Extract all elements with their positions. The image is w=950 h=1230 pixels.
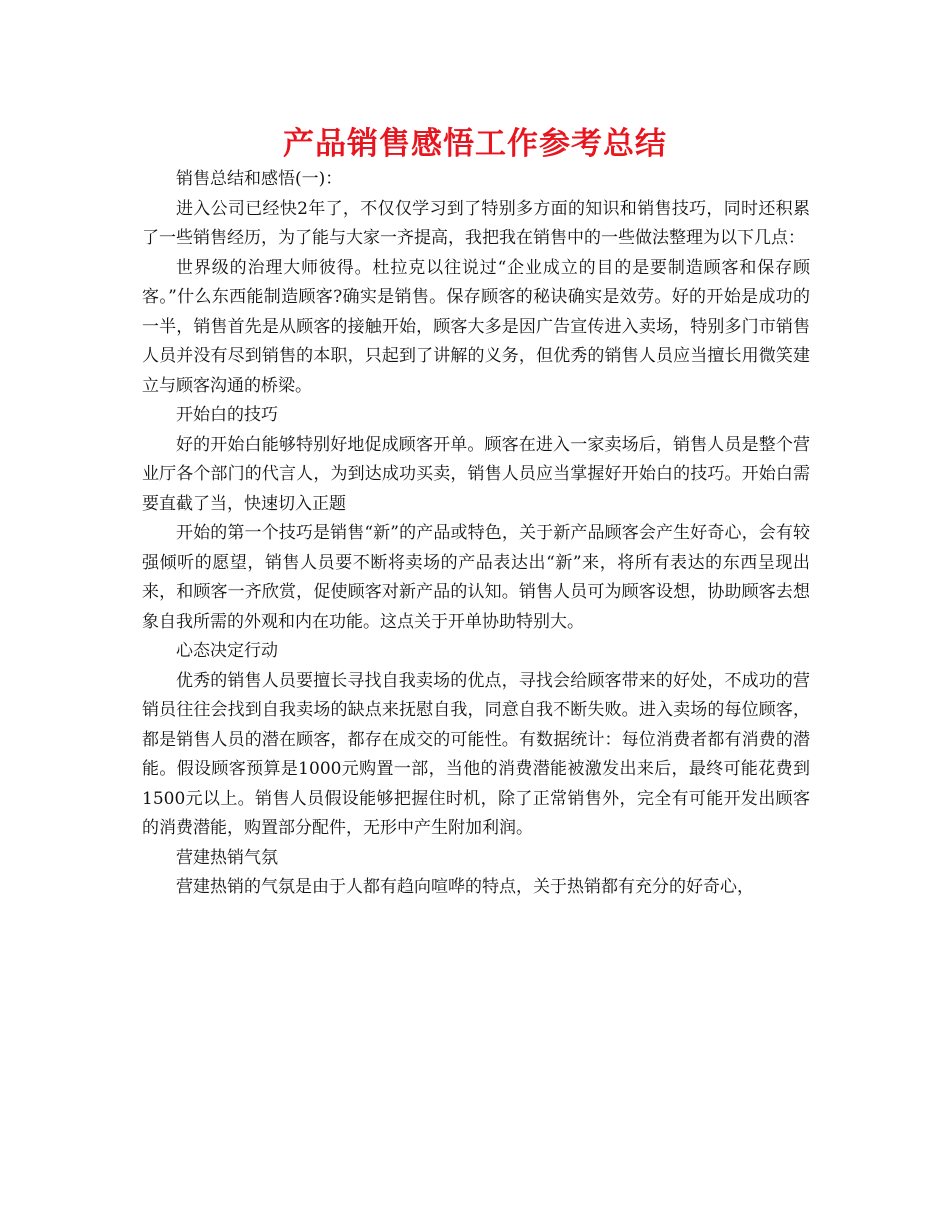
section-heading: 营建热销气氛: [176, 847, 278, 868]
document-title: 产品销售感悟工作参考总结: [283, 126, 667, 162]
paragraph: 开始的第一个技巧是销售“新”的产品或特色，关于新产品顾客会产生好奇心，会有较强倾听的愿望，销售人员要不断将卖场的产品表达出“新”来，将所有表达的东西呈现出来，和顾客一齐欣赏，促使顾客对新产品的认知。销售人员可为顾客设想，协助顾客去想象自我所需的外观和内在功能。这点关于开单协助特别大。: [142, 523, 810, 632]
section-heading: 开始白的技巧: [176, 405, 278, 425]
paragraph: 世界级的治理大师彼得。杜拉克以往说过“企业成立的目的是要制造顾客和保存顾客。”什么东西能制造顾客?确实是销售。保存顾客的秘诀确实是效劳。好的开始是成功的一半，销售首先是从顾客的接触开始，顾客大多是因广告宣传进入卖场，特别多门市销售人员并没有尽到销售的本职，只起到了讲解的义务，但优秀的销售人员应当擅长用微笑建立与顾客沟通的桥梁。: [142, 257, 810, 396]
paragraph: 进入公司已经快2年了，不仅仅学习到了特别多方面的知识和销售技巧，同时还积累了一些销售经历，为了能与大家一齐提高，我把我在销售中的一些做法整理为以下几点：: [142, 198, 810, 248]
paragraph: 好的开始白能够特别好地促成顾客开单。顾客在进入一家卖场后，销售人员是整个营业厅各个部门的代言人，为到达成功买卖，销售人员应当掌握好开始白的技巧。开始白需要直截了当，快速切入正题: [142, 434, 810, 514]
paragraph: 营建热销的气氛是由于人都有趋向喧哗的特点，关于热销都有充分的好奇心，: [176, 877, 754, 897]
section-heading: 心态决定行动: [176, 641, 278, 661]
document-body: [142, 165, 810, 903]
paragraph: 优秀的销售人员要擅长寻找自我卖场的优点，寻找会给顾客带来的好处，不成功的营销员往往会找到自我卖场的缺点来抚慰自我，同意自我不断失败。进入卖场的每位顾客，都是销售人员的潜在顾客，都存在成交的可能性。有数据统计：每位消费者都有消费的潜能。假设顾客预算是1000元购置一部，当他的消费潜能被激发出来后，最终可能花费到1500元以上。销售人员假设能够把握住时机，除了正常销售外，完全有可能开发出顾客的消费潜能，购置部分配件，无形中产生附加利润。: [142, 670, 810, 838]
section-heading: 销售总结和感悟(一)：: [176, 169, 343, 189]
